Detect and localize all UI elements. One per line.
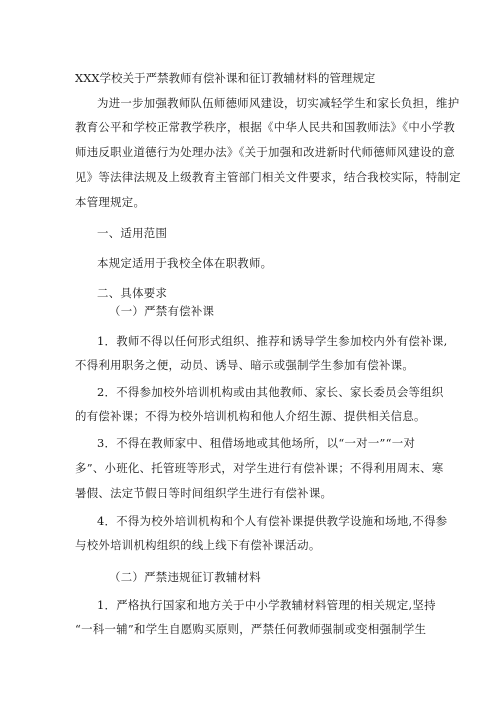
item-5-line-2: “一科一辅”和学生自愿购买原则，严禁任何教师强制或变相强制学生 [75, 622, 427, 636]
document-title: XXX学校关于严禁教师有偿补课和征订教辅材料的管理规定 [75, 71, 376, 85]
section-body-scope: 本规定适用于我校全体在职教师。 [97, 256, 273, 270]
item-4-line-1: 4．不得为校外培训机构和个人有偿补课提供教学设施和场地,不得参 [97, 514, 448, 528]
item-3-line-2: 多”、小班化、托管班等形式，对学生进行有偿补课；不得利用周末、寒 [75, 461, 444, 475]
item-1-line-1: 1．教师不得以任何形式组织、推荐和诱导学生参加校内外有偿补课, [97, 334, 448, 348]
section-heading-scope: 一、适用范围 [97, 226, 168, 240]
item-3-line-1: 3．不得在教师家中、租借场地或其他场所，以“一对一”“一对 [97, 436, 416, 450]
item-5-line-1: 1．严格执行国家和地方关于中小学教辅材料管理的相关规定,坚持 [97, 598, 436, 612]
intro-line-3: 师违反职业道德行为处理办法》《关于加强和改进新时代师德师风建设的意 [75, 145, 456, 159]
intro-line-1: 为进一步加强教师队伍师德师风建设，切实减轻学生和家长负担，维护 [97, 96, 460, 110]
subsection-heading-tutoring: （一）严禁有偿补课 [109, 304, 215, 318]
subsection-heading-materials: （二）严禁违规征订教辅材料 [109, 570, 261, 584]
item-1-line-2: 不得利用职务之便，动员、诱导、暗示或强制学生参加有偿补课。 [75, 358, 415, 372]
intro-line-5: 本管理规定。 [75, 195, 146, 209]
item-2-line-1: 2．不得参加校外培训机构或由其他教师、家长、家长委员会等组织 [97, 385, 444, 399]
intro-line-2: 教育公平和学校正常教学秩序，根据《中华人民共和国教师法》《中小学教 [75, 120, 456, 134]
section-heading-requirements: 二、具体要求 [97, 286, 168, 300]
intro-line-4: 见》等法律法规及上级教育主管部门相关文件要求，结合我校实际，特制定 [75, 170, 461, 184]
item-3-line-3: 暑假、法定节假日等时间组织学生进行有偿补课。 [75, 486, 333, 500]
item-2-line-2: 的有偿补课；不得为校外培训机构和他人介绍生源、提供相关信息。 [75, 409, 426, 423]
item-4-line-2: 与校外培训机构组织的线上线下有偿补课活动。 [75, 538, 321, 552]
